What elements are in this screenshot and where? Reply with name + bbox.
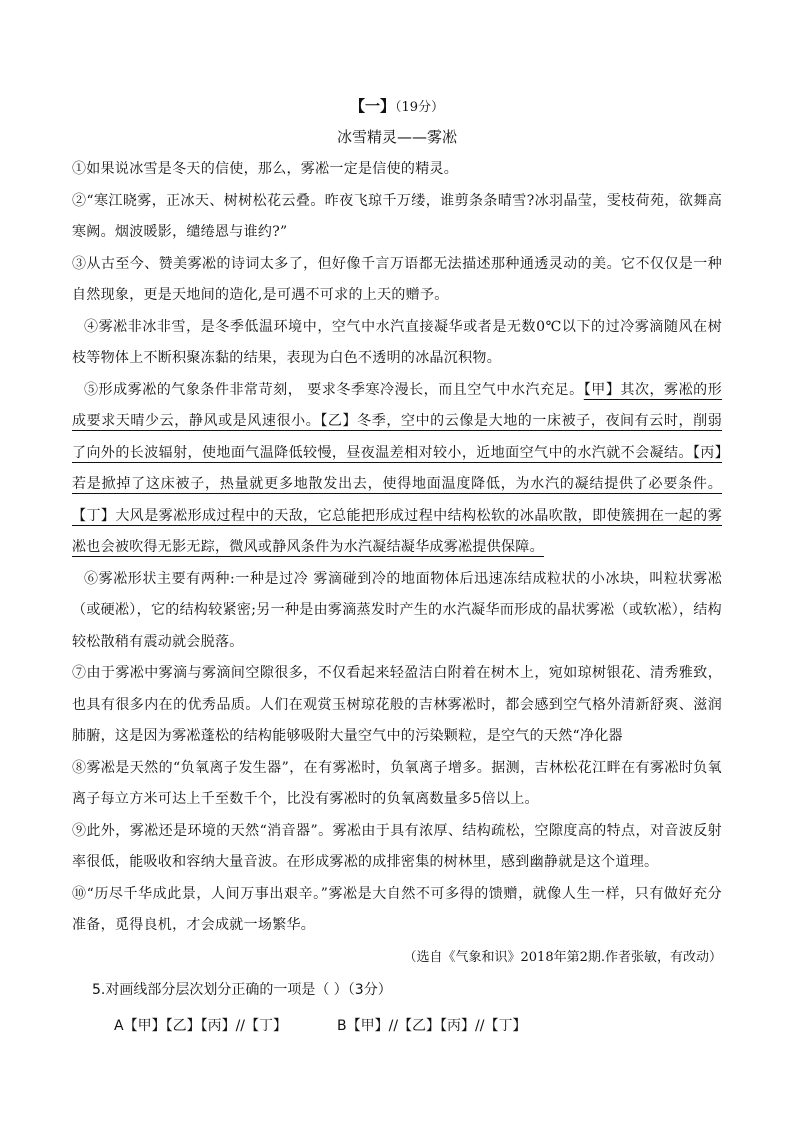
paragraph-8: ⑧雾凇是天然的“负氧离子发生器”，在有雾凇时，负氧离子增多。据测，吉林松花江畔在有雾凇时负氧离子每立方米可达上千至数千个，比没有雾凇时的负氧离数量多5倍以上。 xyxy=(72,759,722,807)
question-5: 5.对画线部分层次划分正确的一项是（ ）（3分） xyxy=(92,982,392,998)
section-heading xyxy=(72,92,722,122)
section-number: 【一】 xyxy=(349,97,395,115)
source-citation: （选自《气象和识》2018年第2期.作者张敏，有改动） xyxy=(403,949,722,965)
option-b[interactable]: B【甲】//【乙】【丙】//【丁】 xyxy=(337,1017,527,1034)
paragraph-7: ⑦由于雾凇中雾滴与雾滴间空隙很多，不仅看起来轻盈洁白附着在树木上，宛如琼树银花、清秀雅致，也具有很多内在的优秀品质。人们在观赏玉树琼花般的吉林雾凇时，都会感到空气格外清新舒爽、滋润肺腑，这是因为雾凇蓬松的结构能够吸附大量空气中的污染颗粒，是空气的天然“净化器 xyxy=(72,665,722,744)
answer-options xyxy=(72,1011,722,1043)
section-score: （19分） xyxy=(394,100,445,115)
paragraph-5-underlined: 【甲】其次，雾凇的形成要求天晴少云，静风或是风速很小。【乙】冬季，空中的云像是大地的一床被子，夜间有云时，削弱了向外的长波辐射，使地面气温降低较慢，昼夜温差相对较小，近地面空气中的水汽就不会凝结。【丙】若是掀掉了这床被子，热量就更多地散发出去，使得地面温度降低，为水汽的凝结提供了必要条件。【丁】大风是雾凇形成过程中的天敌，它总能把形成过程中结构松软的冰晶吹散，即使簇拥在一起的雾凇也会被吹得无影无踪，微风或静风条件为水汽凝结凝华成雾凇提供保障。 xyxy=(72,381,723,555)
paragraph-9: ⑨此外，雾凇还是环境的天然“消音器”。雾凇由于具有浓厚、结构疏松，空隙度高的特点，对音波反射率很低，能吸收和容纳大量音波。在形成雾凇的成排密集的树林里，感到幽静就是这个道理。 xyxy=(72,822,722,870)
paragraph-2: ②“寒江晓雾，正冰天、树树松花云叠。昨夜飞琼千万缕，谁剪条条晴雪?冰羽晶莹，雯枝荷苑，欲舞高寒阙。烟波暖影，缱绻恩与谁约?” xyxy=(72,192,722,240)
paragraph-4: ④雾凇非冰非雪，是冬季低温环境中，空气中水汽直接凝华或者是无数0℃以下的过冷雾滴随风在树枝等物体上不断积聚冻黏的结果，表现为白色不透明的冰晶沉积物。 xyxy=(72,318,722,366)
paragraph-5 xyxy=(72,375,722,564)
paragraph-1: ①如果说冰雪是冬天的信使，那么，雾凇一定是信使的精灵。 xyxy=(72,161,459,177)
paragraph-6: ⑥雾凇形状主要有两种:一种是过冷 雾滴碰到冷的地面物体后迅速冻结成粒状的小冰块，叫粒状雾凇（或硬凇），它的结构较紧密;另一种是由雾滴蒸发时产生的水汽凝华而形成的晶状雾凇（或软凇），结构较松散稍有震动就会脱落。 xyxy=(72,570,722,650)
option-a[interactable]: A【甲】【乙】【丙】//【丁】 xyxy=(114,1017,288,1034)
paragraph-10: ⑩“历尽千华成此景，人间万事出艰辛。”雾凇是大自然不可多得的馈赠，就像人生一样，只有做好充分准备，觅得良机，才会成就一场繁华。 xyxy=(72,885,722,933)
paragraph-3: ③从古至今、赞美雾凇的诗词太多了，但好像千言万语都无法描述那种通透灵动的美。它不仅仅是一种自然现象，更是天地间的造化,是可遇不可求的上天的赠予。 xyxy=(72,255,722,303)
paragraph-5-lead: ⑤形成雾凇的气象条件非常苛刻， 要求冬季寒冷漫长，而且空气中水汽充足。 xyxy=(84,381,584,398)
document-page xyxy=(72,92,722,1042)
article-title: 冰雪精灵——雾凇 xyxy=(336,128,457,146)
